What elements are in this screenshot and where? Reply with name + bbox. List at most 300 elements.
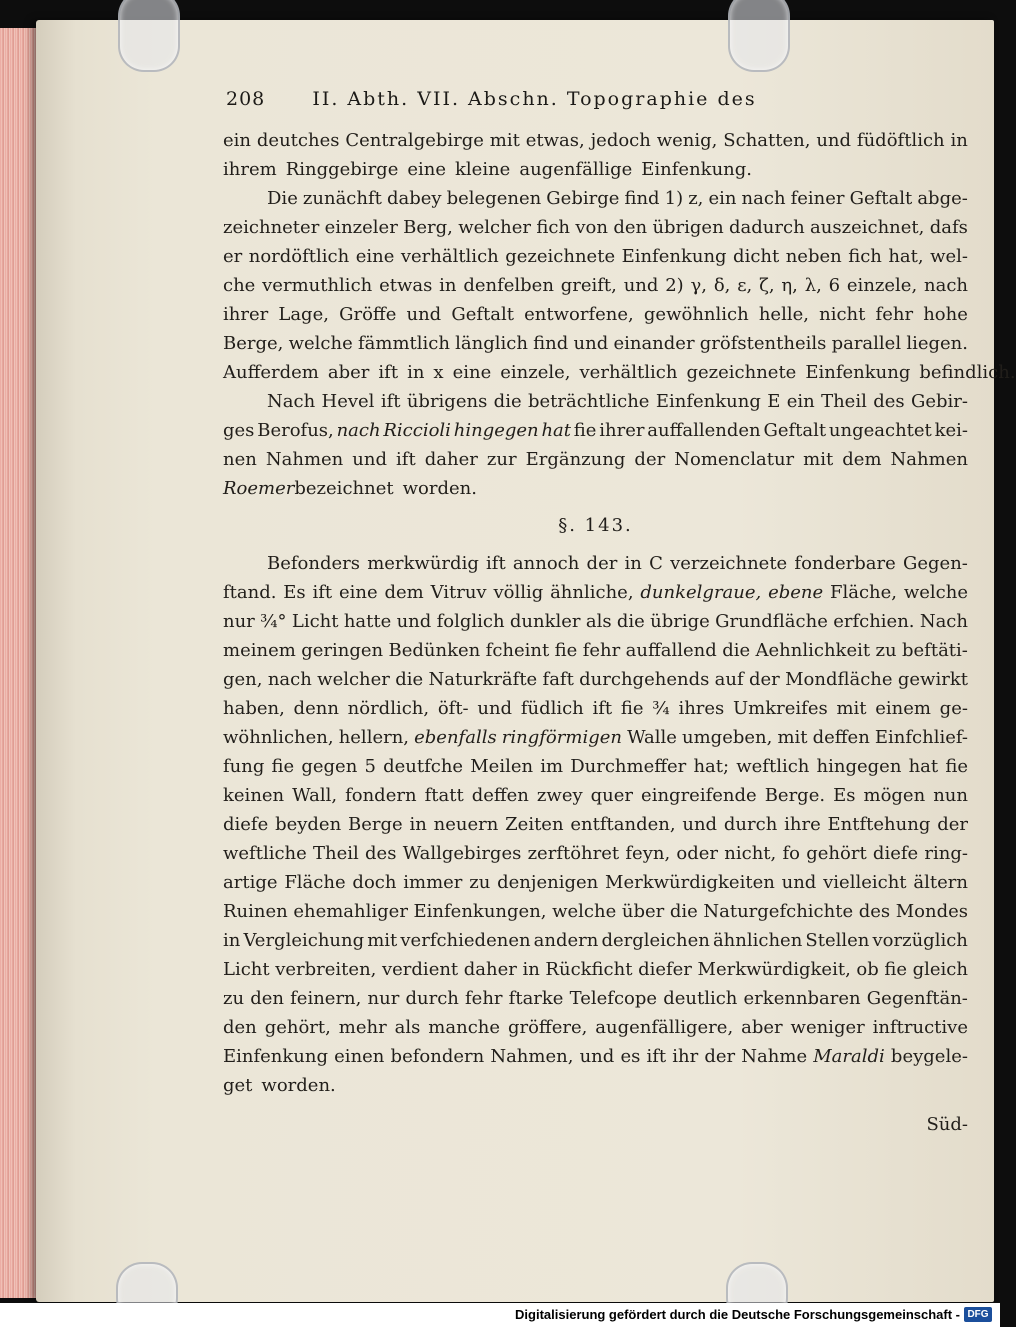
word: nördlich, [347, 698, 430, 719]
word: annoch [512, 553, 580, 574]
word: füdöftlich [856, 130, 945, 151]
word: erfchien. [833, 611, 915, 632]
word: Es [833, 785, 856, 806]
word: entftanden, [570, 814, 676, 835]
word: mit [836, 698, 867, 719]
word: Umkreifes [733, 698, 828, 719]
italic-word: ringförmigen [501, 727, 622, 748]
catchword [223, 1110, 968, 1139]
word: feyn, [625, 843, 671, 864]
word: ihr [672, 1046, 699, 1067]
word: ungeachtet [828, 420, 932, 441]
word: deutfche [383, 756, 464, 777]
text-line [223, 549, 968, 578]
word: ift [646, 1046, 667, 1067]
word: Hevel [321, 391, 375, 412]
word: ihrem [223, 159, 277, 180]
word: find [624, 188, 660, 209]
body-text [223, 126, 1016, 1139]
word: es [620, 1046, 641, 1067]
text-line [223, 665, 968, 694]
word: etwas, [525, 130, 585, 151]
word: eine [355, 246, 395, 267]
text-line [223, 184, 968, 213]
word: fehr [465, 988, 503, 1009]
word: helle, [758, 304, 809, 325]
italic-word: nach [336, 420, 381, 441]
word: Einfenkungen, [413, 901, 547, 922]
word: Nach [919, 611, 968, 632]
word: vielleicht [823, 872, 907, 893]
word: λ, [804, 275, 822, 296]
paragraph [223, 387, 968, 503]
word: Berge, [223, 333, 284, 354]
word: Berge. [764, 785, 826, 806]
word: einzeler [324, 217, 398, 238]
word: ihrer [599, 420, 645, 441]
word: diefer [638, 959, 692, 980]
word: welche [552, 901, 617, 922]
word: eine [407, 159, 447, 180]
word: augenfällige [519, 159, 633, 180]
word: wöhnlichen, [223, 727, 334, 748]
word: Durchmeffer [570, 756, 687, 777]
word: mit [803, 449, 834, 470]
text-line [223, 839, 968, 868]
word: ift [486, 553, 506, 574]
word: auffallenden [647, 420, 761, 441]
word: die [493, 391, 522, 412]
section-heading [223, 503, 968, 549]
word: ein [223, 130, 252, 151]
word: Berg, [403, 217, 453, 238]
word: und [682, 814, 718, 835]
word: ift [380, 391, 401, 412]
word: durch [405, 988, 459, 1009]
word: deffen [812, 727, 870, 748]
word: dunkler [509, 611, 581, 632]
italic-word: hat [541, 420, 571, 441]
word: wenig, [656, 130, 718, 151]
word: Aufferdem [223, 362, 319, 383]
word: etwas [379, 275, 433, 296]
word: gegen [301, 756, 358, 777]
word: worden. [261, 1075, 336, 1096]
word: Fläche [284, 872, 346, 893]
word: auszeichnet, [810, 217, 925, 238]
word: beträchtliche [527, 391, 650, 412]
running-head-title: II. Abth. VII. Abschn. Topographie des [312, 88, 757, 110]
word: vermuthlich [262, 275, 373, 296]
page-number: 208 [226, 88, 266, 110]
word: immer [403, 872, 463, 893]
word: und [573, 333, 609, 354]
word: ¾ [652, 698, 670, 719]
word: nicht [819, 304, 866, 325]
italic-word: hingegen [453, 420, 539, 441]
word: Zeiten [505, 814, 564, 835]
text-line [223, 1042, 968, 1071]
word: in [223, 930, 241, 951]
word: welcher [317, 669, 390, 690]
word: fie [884, 959, 908, 980]
word: andern [533, 930, 599, 951]
text-line [223, 752, 968, 781]
word: η, [781, 275, 798, 296]
word: fehr [582, 640, 621, 661]
word: quer [590, 785, 634, 806]
word: fich [536, 217, 571, 238]
word: verfchiedenen [400, 930, 531, 951]
word: die [722, 640, 751, 661]
word: Einfenkung. [641, 159, 753, 180]
word: Geftalt [763, 420, 827, 441]
word: parallel [831, 333, 902, 354]
word: von [575, 217, 608, 238]
word: einem [875, 698, 931, 719]
word: Fläche, [829, 582, 898, 603]
text-line [223, 636, 968, 665]
word: denn [293, 698, 339, 719]
word: gleich [912, 959, 968, 980]
word: dem [842, 449, 882, 470]
word: Gebir- [910, 391, 968, 412]
word: eine [452, 362, 492, 383]
word: füdlich [520, 698, 584, 719]
word: verdient [381, 959, 459, 980]
word: im [540, 756, 564, 777]
word: ähnlichen [712, 930, 803, 951]
word: der [704, 1046, 736, 1067]
word: zu [223, 988, 245, 1009]
word: gröffere, [507, 1017, 588, 1038]
word: haben, [223, 698, 285, 719]
text-line [223, 607, 968, 636]
word: über [621, 901, 665, 922]
word: und [406, 304, 442, 325]
word: nicht, [724, 843, 777, 864]
word: Stellen [805, 930, 870, 951]
word: feinern, [290, 988, 362, 1009]
word: ftand. [223, 582, 277, 603]
paragraph [223, 126, 968, 184]
italic-word: Maraldi [813, 1046, 885, 1067]
word: oder [676, 843, 719, 864]
word: als [394, 1017, 421, 1038]
word: erkennbaren [743, 988, 861, 1009]
word: die [616, 611, 645, 632]
word: fie [554, 640, 578, 661]
word: und [352, 449, 388, 470]
word: beyden [275, 814, 342, 835]
word: Naturgefchichte [703, 901, 854, 922]
word: Die [267, 188, 298, 209]
word: umgeben, [682, 727, 773, 748]
word: mit [367, 930, 398, 951]
word: zu [469, 872, 491, 893]
word: jedoch [590, 130, 651, 151]
word: wel- [930, 246, 968, 267]
word: als [585, 611, 612, 632]
section-heading-text: §. 143. [558, 515, 633, 536]
word: Theil [821, 391, 867, 412]
word: dergleichen [601, 930, 710, 951]
word: kei- [934, 420, 968, 441]
word: belegenen [446, 188, 542, 209]
word: in [624, 553, 642, 574]
text-line [223, 329, 968, 358]
word: übrigen [652, 217, 724, 238]
word: ring- [924, 843, 968, 864]
text-line [223, 926, 968, 955]
word: Gegenftän- [866, 988, 968, 1009]
word: Meilen [470, 756, 534, 777]
glass-clip-top-right [728, 0, 790, 72]
word: gröfstentheils [699, 333, 827, 354]
word: die [395, 669, 424, 690]
word: des [858, 901, 891, 922]
word: zeichneter [223, 217, 320, 238]
word: Wall, [292, 785, 338, 806]
word: deffen [471, 785, 529, 806]
word: C [649, 553, 663, 574]
text-line [223, 387, 968, 416]
text-line [223, 694, 968, 723]
word: Grundfläche [715, 611, 828, 632]
glass-clip-top-left [118, 0, 180, 72]
text-line [223, 1071, 968, 1100]
word: in [950, 130, 968, 151]
word: befondern [390, 1046, 485, 1067]
word: der [586, 553, 618, 574]
word: eingreifende [641, 785, 757, 806]
word: Einfenkung [655, 391, 761, 412]
word: länglich [455, 333, 528, 354]
word: dem [384, 582, 424, 603]
text-line [223, 984, 968, 1013]
word: Nahme [741, 1046, 808, 1067]
word: geringen [301, 640, 384, 661]
word: welche [903, 582, 968, 603]
word: verbreiten, [275, 959, 377, 980]
word: aber [327, 362, 370, 383]
word: Es [283, 582, 306, 603]
word: Merkwürdigkeit, [697, 959, 851, 980]
word: in [522, 959, 540, 980]
word: nun [933, 785, 968, 806]
word: und [816, 130, 852, 151]
word: beftäti- [902, 640, 968, 661]
word: Mondes [895, 901, 968, 922]
word: denfelben [463, 275, 554, 296]
word: E [767, 391, 781, 412]
text-line [223, 474, 968, 503]
word: Nahmen [890, 449, 968, 470]
word: ihres [678, 698, 725, 719]
word: feiner [790, 188, 845, 209]
word: entworfene, [524, 304, 634, 325]
word: ζ, [759, 275, 775, 296]
word: Ringgebirge [285, 159, 399, 180]
word: er [223, 246, 243, 267]
word: daher [463, 959, 517, 980]
word: aber [741, 1017, 783, 1038]
word: Schatten, [723, 130, 811, 151]
word: dabey [386, 188, 442, 209]
word: liegen. [906, 333, 968, 354]
word: nen [223, 449, 257, 470]
word: deutlich [663, 988, 738, 1009]
word: Entftehung [827, 814, 931, 835]
word: dadurch [729, 217, 805, 238]
text-line [223, 781, 968, 810]
word: verhältlich [579, 362, 678, 383]
word: gezeichnete [686, 362, 797, 383]
word: x [433, 362, 444, 383]
word: deutches [256, 130, 340, 151]
word: gezeichnete [505, 246, 616, 267]
word: 6 [828, 275, 841, 296]
text-line [223, 155, 968, 184]
word: fcheint [485, 640, 550, 661]
word: fämmtlich [357, 333, 450, 354]
word: merkwürdig [367, 553, 479, 574]
word: ihre [784, 814, 821, 835]
word: ältern [913, 872, 968, 893]
word: hat; [693, 756, 730, 777]
word: fie [945, 756, 968, 777]
word: Nomenclatur [674, 449, 795, 470]
word: che [223, 275, 256, 296]
word: durchgehends [579, 669, 710, 690]
word: fich [848, 246, 882, 267]
word: den [613, 217, 648, 238]
word: nach [924, 275, 968, 296]
word: dafs [929, 217, 968, 238]
word: keinen [223, 785, 285, 806]
word: fehr [875, 304, 914, 325]
word: und [579, 1046, 615, 1067]
word: Einfchlief- [874, 727, 968, 748]
word: fie [271, 756, 295, 777]
text-line [223, 213, 968, 242]
word: ein [708, 188, 737, 209]
word: gehört, [264, 1017, 331, 1038]
word: beygele- [890, 1046, 968, 1067]
word: neben [785, 246, 842, 267]
word: die [669, 901, 698, 922]
word: übrigens [406, 391, 488, 412]
word: den [250, 988, 284, 1009]
word: des [365, 843, 397, 864]
paragraph [223, 184, 1016, 387]
word: ehemahliger [293, 901, 408, 922]
word: zu [875, 640, 897, 661]
word: Bedünken [388, 640, 481, 661]
text-line [223, 723, 968, 752]
word: ges [223, 420, 255, 441]
word: ift [592, 698, 613, 719]
word: Gröffe [339, 304, 397, 325]
word: z, [688, 188, 704, 209]
word: hat, [888, 246, 924, 267]
word: nur [367, 988, 400, 1009]
word: Berge [348, 814, 403, 835]
word: Nach [267, 391, 316, 412]
word: und [781, 872, 817, 893]
word: der [634, 449, 666, 470]
word: verzeichnete [670, 553, 788, 574]
word: Licht [223, 959, 270, 980]
word: Lage, [278, 304, 329, 325]
word: ftatt [424, 785, 464, 806]
word: ε, [737, 275, 753, 296]
word: abge- [917, 188, 968, 209]
word: Naturkräfte [428, 669, 538, 690]
word: ein [786, 391, 815, 412]
word: der [748, 669, 780, 690]
word: ¾° [260, 611, 287, 632]
word: hatte [343, 611, 392, 632]
word: einander [613, 333, 695, 354]
word: Centralgebirge [345, 130, 484, 151]
word: artige [223, 872, 278, 893]
word: durch [723, 814, 778, 835]
word: manche [428, 1017, 501, 1038]
word: einen [334, 1046, 385, 1067]
word: γ, [690, 275, 708, 296]
word: Merkwürdigkeiten [605, 872, 775, 893]
word: den [223, 1017, 257, 1038]
word: gen, [223, 669, 263, 690]
word: einzele, [846, 275, 918, 296]
word: Vitruv [430, 582, 487, 603]
italic-word: ebenfalls [414, 727, 497, 748]
word: find [533, 333, 569, 354]
word: ftarke [508, 988, 564, 1009]
paragraph [223, 549, 968, 1100]
word: fo [782, 843, 800, 864]
italic-word: dunkelgraue, [640, 582, 762, 603]
word: Gegen- [903, 553, 968, 574]
word: hat [908, 756, 939, 777]
word: ift [312, 582, 333, 603]
word: eine [339, 582, 378, 603]
word: kleine [455, 159, 511, 180]
word: gewöhnlich [643, 304, 749, 325]
paragraphs-before [223, 126, 1016, 503]
word: fondern [345, 785, 417, 806]
word: 5 [364, 756, 376, 777]
word: Walle [627, 727, 677, 748]
word: vorzüglich [872, 930, 968, 951]
word: fonderbare [794, 553, 896, 574]
word: zerftöhret [527, 843, 620, 864]
italic-word: ebene [768, 582, 824, 603]
word: zwey [536, 785, 583, 806]
footer-credit: Digitalisierung gefördert durch die Deutsche Forschungsgemeinschaft - [515, 1307, 960, 1322]
word: fung [223, 756, 265, 777]
word: neuern [433, 814, 499, 835]
word: Ergänzung [525, 449, 626, 470]
word: worden. [402, 478, 477, 499]
word: welche [288, 333, 353, 354]
word: hohe [923, 304, 968, 325]
running-head [226, 88, 846, 110]
word: Telefcope [569, 988, 658, 1009]
word: nach [741, 188, 786, 209]
word: Aehnlichkeit [755, 640, 871, 661]
